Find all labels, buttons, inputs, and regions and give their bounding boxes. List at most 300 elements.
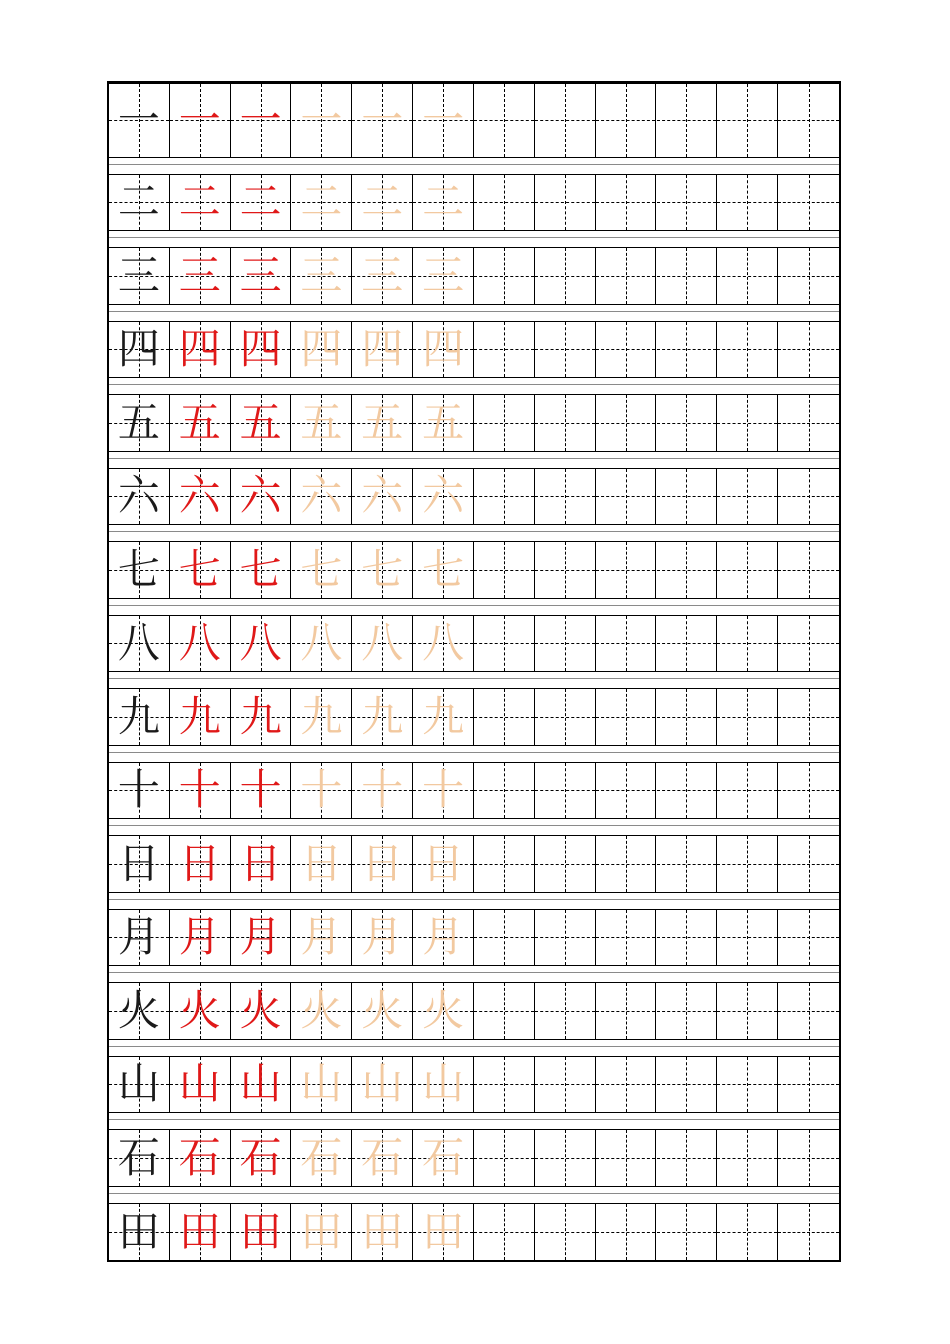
trace-character: 三: [239, 250, 282, 300]
vertical-guide-line: [747, 763, 748, 819]
model-character: 山: [117, 1059, 160, 1109]
vertical-guide-line: [565, 175, 566, 231]
vertical-guide-line: [565, 84, 566, 157]
faint-trace-character: 九: [422, 691, 465, 741]
grid-cell: [292, 763, 353, 819]
trace-character: 七: [239, 544, 282, 594]
vertical-guide-line: [626, 1204, 627, 1261]
vertical-guide-line: [686, 836, 687, 892]
grid-cell: [535, 395, 596, 451]
grid-cell: [778, 910, 839, 966]
vertical-guide-line: [504, 1204, 505, 1261]
row-separator-line: [109, 899, 839, 900]
vertical-guide-line: [686, 175, 687, 231]
vertical-guide-line: [565, 1204, 566, 1261]
vertical-guide-line: [686, 1057, 687, 1113]
grid-cell: [778, 1057, 839, 1113]
grid-cell: [109, 1057, 170, 1113]
grid-cell: [170, 1204, 231, 1261]
faint-trace-character: 石: [361, 1132, 404, 1182]
grid-cell: [170, 542, 231, 598]
grid-cell: [413, 469, 474, 525]
grid-cell: [535, 248, 596, 304]
faint-trace-character: 四: [361, 324, 404, 374]
faint-trace-character: 十: [300, 765, 343, 815]
faint-trace-character: 八: [422, 618, 465, 668]
grid-cell: [413, 763, 474, 819]
faint-trace-character: 九: [361, 691, 404, 741]
vertical-guide-line: [626, 84, 627, 157]
row-separator-line: [109, 458, 839, 459]
vertical-guide-line: [747, 836, 748, 892]
vertical-guide-line: [626, 1130, 627, 1186]
model-character: 六: [117, 471, 160, 521]
faint-trace-character: 田: [422, 1206, 465, 1256]
vertical-guide-line: [747, 1057, 748, 1113]
grid-cell: [413, 689, 474, 745]
vertical-guide-line: [565, 322, 566, 378]
faint-trace-character: 火: [422, 985, 465, 1035]
grid-cell: [657, 1057, 718, 1113]
grid-cell: [474, 1204, 535, 1261]
trace-character: 日: [239, 838, 282, 888]
grid-cell: [596, 322, 657, 378]
model-character: 日: [117, 838, 160, 888]
vertical-guide-line: [747, 542, 748, 598]
grid-cell: [413, 1130, 474, 1186]
grid-cell: [231, 84, 292, 157]
grid-cell: [474, 469, 535, 525]
grid-cell: [170, 1057, 231, 1113]
faint-trace-character: 月: [422, 912, 465, 962]
grid-cell: [535, 1130, 596, 1186]
vertical-guide-line: [686, 542, 687, 598]
grid-cell: [352, 763, 413, 819]
vertical-guide-line: [809, 322, 810, 378]
vertical-guide-line: [504, 248, 505, 304]
grid-cell: [352, 322, 413, 378]
grid-cell: [596, 395, 657, 451]
grid-cell: [352, 542, 413, 598]
grid-cell: [292, 1204, 353, 1261]
trace-character: 五: [178, 397, 221, 447]
grid-cell: [778, 983, 839, 1039]
faint-trace-character: 八: [361, 618, 404, 668]
vertical-guide-line: [565, 1057, 566, 1113]
trace-character: 五: [239, 397, 282, 447]
faint-trace-character: 石: [300, 1132, 343, 1182]
grid-cell: [292, 1130, 353, 1186]
grid-cell: [474, 1057, 535, 1113]
practice-sheet: [107, 81, 841, 1262]
grid-cell: [109, 175, 170, 231]
vertical-guide-line: [565, 689, 566, 745]
grid-cell: [109, 763, 170, 819]
grid-cell: [717, 84, 778, 157]
grid-cell: [170, 248, 231, 304]
vertical-guide-line: [747, 322, 748, 378]
trace-character: 田: [239, 1206, 282, 1256]
grid-cell: [596, 983, 657, 1039]
grid-cell: [231, 910, 292, 966]
vertical-guide-line: [626, 322, 627, 378]
grid-cell: [596, 910, 657, 966]
faint-trace-character: 四: [300, 324, 343, 374]
grid-cell: [170, 175, 231, 231]
grid-cell: [109, 910, 170, 966]
faint-trace-character: 六: [300, 471, 343, 521]
vertical-guide-line: [565, 910, 566, 966]
grid-cell: [170, 763, 231, 819]
faint-trace-character: 六: [422, 471, 465, 521]
grid-cell: [292, 469, 353, 525]
vertical-guide-line: [747, 616, 748, 672]
trace-character: 二: [178, 177, 221, 227]
model-character: 一: [117, 95, 160, 145]
grid-cell: [413, 983, 474, 1039]
model-character: 田: [117, 1206, 160, 1256]
trace-character: 九: [239, 691, 282, 741]
grid-cell: [474, 689, 535, 745]
vertical-guide-line: [565, 763, 566, 819]
grid-cell: [657, 689, 718, 745]
trace-character: 田: [178, 1206, 221, 1256]
grid-cell: [778, 542, 839, 598]
trace-character: 六: [178, 471, 221, 521]
row-separator-line: [109, 825, 839, 826]
grid-cell: [596, 1057, 657, 1113]
practice-row: [109, 174, 839, 232]
vertical-guide-line: [809, 983, 810, 1039]
grid-cell: [352, 616, 413, 672]
faint-trace-character: 三: [300, 250, 343, 300]
grid-cell: [596, 689, 657, 745]
grid-cell: [352, 395, 413, 451]
vertical-guide-line: [626, 248, 627, 304]
grid-cell: [352, 469, 413, 525]
vertical-guide-line: [504, 616, 505, 672]
vertical-guide-line: [504, 983, 505, 1039]
grid-cell: [109, 469, 170, 525]
grid-cell: [413, 248, 474, 304]
vertical-guide-line: [809, 542, 810, 598]
model-character: 三: [117, 250, 160, 300]
grid-cell: [292, 395, 353, 451]
faint-trace-character: 七: [422, 544, 465, 594]
trace-character: 火: [239, 985, 282, 1035]
practice-row: [109, 909, 839, 967]
grid-cell: [717, 983, 778, 1039]
vertical-guide-line: [747, 689, 748, 745]
grid-cell: [170, 983, 231, 1039]
practice-row: [109, 688, 839, 746]
grid-cell: [778, 175, 839, 231]
grid-cell: [657, 84, 718, 157]
trace-character: 四: [239, 324, 282, 374]
practice-row: [109, 541, 839, 599]
row-separator-line: [109, 752, 839, 753]
grid-cell: [231, 175, 292, 231]
grid-cell: [535, 175, 596, 231]
grid-cell: [717, 395, 778, 451]
vertical-guide-line: [686, 689, 687, 745]
vertical-guide-line: [747, 469, 748, 525]
vertical-guide-line: [626, 616, 627, 672]
grid-cell: [170, 84, 231, 157]
practice-row: [109, 835, 839, 893]
grid-cell: [413, 322, 474, 378]
faint-trace-character: 十: [361, 765, 404, 815]
vertical-guide-line: [686, 763, 687, 819]
vertical-guide-line: [686, 1204, 687, 1261]
grid-cell: [717, 1204, 778, 1261]
vertical-guide-line: [747, 84, 748, 157]
model-character: 石: [117, 1132, 160, 1182]
trace-character: 二: [239, 177, 282, 227]
practice-row: [109, 84, 839, 158]
faint-trace-character: 三: [422, 250, 465, 300]
grid-cell: [352, 175, 413, 231]
vertical-guide-line: [626, 175, 627, 231]
grid-cell: [413, 84, 474, 157]
practice-row: [109, 1129, 839, 1187]
trace-character: 四: [178, 324, 221, 374]
grid-cell: [717, 322, 778, 378]
trace-character: 八: [178, 618, 221, 668]
grid-cell: [231, 836, 292, 892]
vertical-guide-line: [504, 836, 505, 892]
grid-cell: [535, 836, 596, 892]
grid-cell: [109, 836, 170, 892]
grid-cell: [231, 763, 292, 819]
trace-character: 月: [178, 912, 221, 962]
grid-cell: [170, 910, 231, 966]
grid-cell: [292, 1057, 353, 1113]
vertical-guide-line: [626, 910, 627, 966]
faint-trace-character: 一: [361, 95, 404, 145]
vertical-guide-line: [504, 1057, 505, 1113]
vertical-guide-line: [747, 1130, 748, 1186]
vertical-guide-line: [809, 689, 810, 745]
faint-trace-character: 十: [422, 765, 465, 815]
trace-character: 八: [239, 618, 282, 668]
grid-cell: [657, 983, 718, 1039]
grid-cell: [109, 689, 170, 745]
vertical-guide-line: [565, 542, 566, 598]
grid-cell: [596, 616, 657, 672]
grid-cell: [231, 395, 292, 451]
grid-cell: [413, 1057, 474, 1113]
faint-trace-character: 火: [361, 985, 404, 1035]
model-character: 八: [117, 618, 160, 668]
faint-trace-character: 八: [300, 618, 343, 668]
grid-cell: [535, 983, 596, 1039]
faint-trace-character: 月: [361, 912, 404, 962]
faint-trace-character: 田: [300, 1206, 343, 1256]
grid-cell: [231, 1204, 292, 1261]
grid-cell: [778, 395, 839, 451]
model-character: 九: [117, 691, 160, 741]
grid-cell: [657, 616, 718, 672]
grid-cell: [474, 983, 535, 1039]
row-separator-line: [109, 605, 839, 606]
grid-cell: [717, 836, 778, 892]
vertical-guide-line: [626, 1057, 627, 1113]
row-separator-line: [109, 678, 839, 679]
vertical-guide-line: [809, 395, 810, 451]
faint-trace-character: 山: [361, 1059, 404, 1109]
trace-character: 石: [178, 1132, 221, 1182]
grid-cell: [657, 322, 718, 378]
grid-cell: [717, 542, 778, 598]
grid-cell: [170, 1130, 231, 1186]
grid-cell: [352, 1204, 413, 1261]
trace-character: 一: [239, 95, 282, 145]
grid-cell: [231, 689, 292, 745]
trace-character: 火: [178, 985, 221, 1035]
vertical-guide-line: [626, 469, 627, 525]
grid-cell: [292, 910, 353, 966]
vertical-guide-line: [504, 763, 505, 819]
grid-cell: [474, 1130, 535, 1186]
vertical-guide-line: [626, 836, 627, 892]
vertical-guide-line: [686, 248, 687, 304]
grid-cell: [109, 248, 170, 304]
grid-cell: [657, 1130, 718, 1186]
grid-cell: [717, 1057, 778, 1113]
grid-cell: [231, 469, 292, 525]
grid-cell: [352, 983, 413, 1039]
model-character: 二: [117, 177, 160, 227]
vertical-guide-line: [504, 175, 505, 231]
trace-character: 十: [178, 765, 221, 815]
grid-cell: [535, 322, 596, 378]
grid-cell: [657, 763, 718, 819]
faint-trace-character: 日: [300, 838, 343, 888]
row-separator-line: [109, 1046, 839, 1047]
vertical-guide-line: [809, 84, 810, 157]
grid-cell: [231, 1057, 292, 1113]
vertical-guide-line: [565, 469, 566, 525]
vertical-guide-line: [686, 84, 687, 157]
vertical-guide-line: [504, 395, 505, 451]
grid-cell: [596, 763, 657, 819]
vertical-guide-line: [626, 763, 627, 819]
vertical-guide-line: [626, 395, 627, 451]
trace-character: 一: [178, 95, 221, 145]
vertical-guide-line: [686, 1130, 687, 1186]
grid-cell: [474, 910, 535, 966]
grid-cell: [596, 1130, 657, 1186]
vertical-guide-line: [686, 322, 687, 378]
grid-cell: [413, 616, 474, 672]
vertical-guide-line: [686, 469, 687, 525]
practice-row: [109, 321, 839, 379]
grid-cell: [292, 175, 353, 231]
practice-row: [109, 762, 839, 820]
vertical-guide-line: [565, 1130, 566, 1186]
model-character: 十: [117, 765, 160, 815]
grid-cell: [596, 836, 657, 892]
grid-cell: [778, 1130, 839, 1186]
faint-trace-character: 三: [361, 250, 404, 300]
grid-cell: [717, 469, 778, 525]
grid-cell: [535, 542, 596, 598]
grid-cell: [292, 542, 353, 598]
model-character: 四: [117, 324, 160, 374]
vertical-guide-line: [747, 1204, 748, 1261]
grid-cell: [657, 469, 718, 525]
row-separator-line: [109, 972, 839, 973]
vertical-guide-line: [565, 983, 566, 1039]
grid-cell: [717, 1130, 778, 1186]
grid-cell: [170, 689, 231, 745]
grid-cell: [474, 836, 535, 892]
grid-cell: [778, 763, 839, 819]
grid-cell: [596, 542, 657, 598]
row-separator-line: [109, 1193, 839, 1194]
grid-cell: [109, 542, 170, 598]
faint-trace-character: 日: [361, 838, 404, 888]
model-character: 月: [117, 912, 160, 962]
grid-cell: [292, 689, 353, 745]
grid-cell: [413, 175, 474, 231]
trace-character: 日: [178, 838, 221, 888]
grid-cell: [474, 616, 535, 672]
vertical-guide-line: [504, 322, 505, 378]
grid-cell: [292, 84, 353, 157]
grid-cell: [596, 84, 657, 157]
faint-trace-character: 五: [361, 397, 404, 447]
faint-trace-character: 二: [361, 177, 404, 227]
model-character: 火: [117, 985, 160, 1035]
faint-trace-character: 火: [300, 985, 343, 1035]
trace-character: 山: [178, 1059, 221, 1109]
row-separator-line: [109, 311, 839, 312]
grid-cell: [352, 836, 413, 892]
trace-character: 三: [178, 250, 221, 300]
grid-cell: [657, 542, 718, 598]
row-separator-line: [109, 531, 839, 532]
vertical-guide-line: [504, 1130, 505, 1186]
model-character: 五: [117, 397, 160, 447]
faint-trace-character: 山: [422, 1059, 465, 1109]
vertical-guide-line: [626, 689, 627, 745]
grid-cell: [717, 248, 778, 304]
vertical-guide-line: [626, 542, 627, 598]
grid-cell: [474, 322, 535, 378]
faint-trace-character: 田: [361, 1206, 404, 1256]
grid-cell: [778, 1204, 839, 1261]
grid-cell: [657, 1204, 718, 1261]
grid-cell: [535, 84, 596, 157]
grid-cell: [109, 322, 170, 378]
grid-cell: [231, 248, 292, 304]
vertical-guide-line: [809, 248, 810, 304]
trace-character: 石: [239, 1132, 282, 1182]
grid-cell: [292, 248, 353, 304]
vertical-guide-line: [809, 910, 810, 966]
grid-cell: [352, 84, 413, 157]
grid-cell: [657, 175, 718, 231]
grid-cell: [352, 1130, 413, 1186]
practice-row: [109, 1056, 839, 1114]
vertical-guide-line: [565, 395, 566, 451]
grid-cell: [109, 616, 170, 672]
practice-row: [109, 394, 839, 452]
grid-cell: [109, 1130, 170, 1186]
grid-cell: [413, 1204, 474, 1261]
